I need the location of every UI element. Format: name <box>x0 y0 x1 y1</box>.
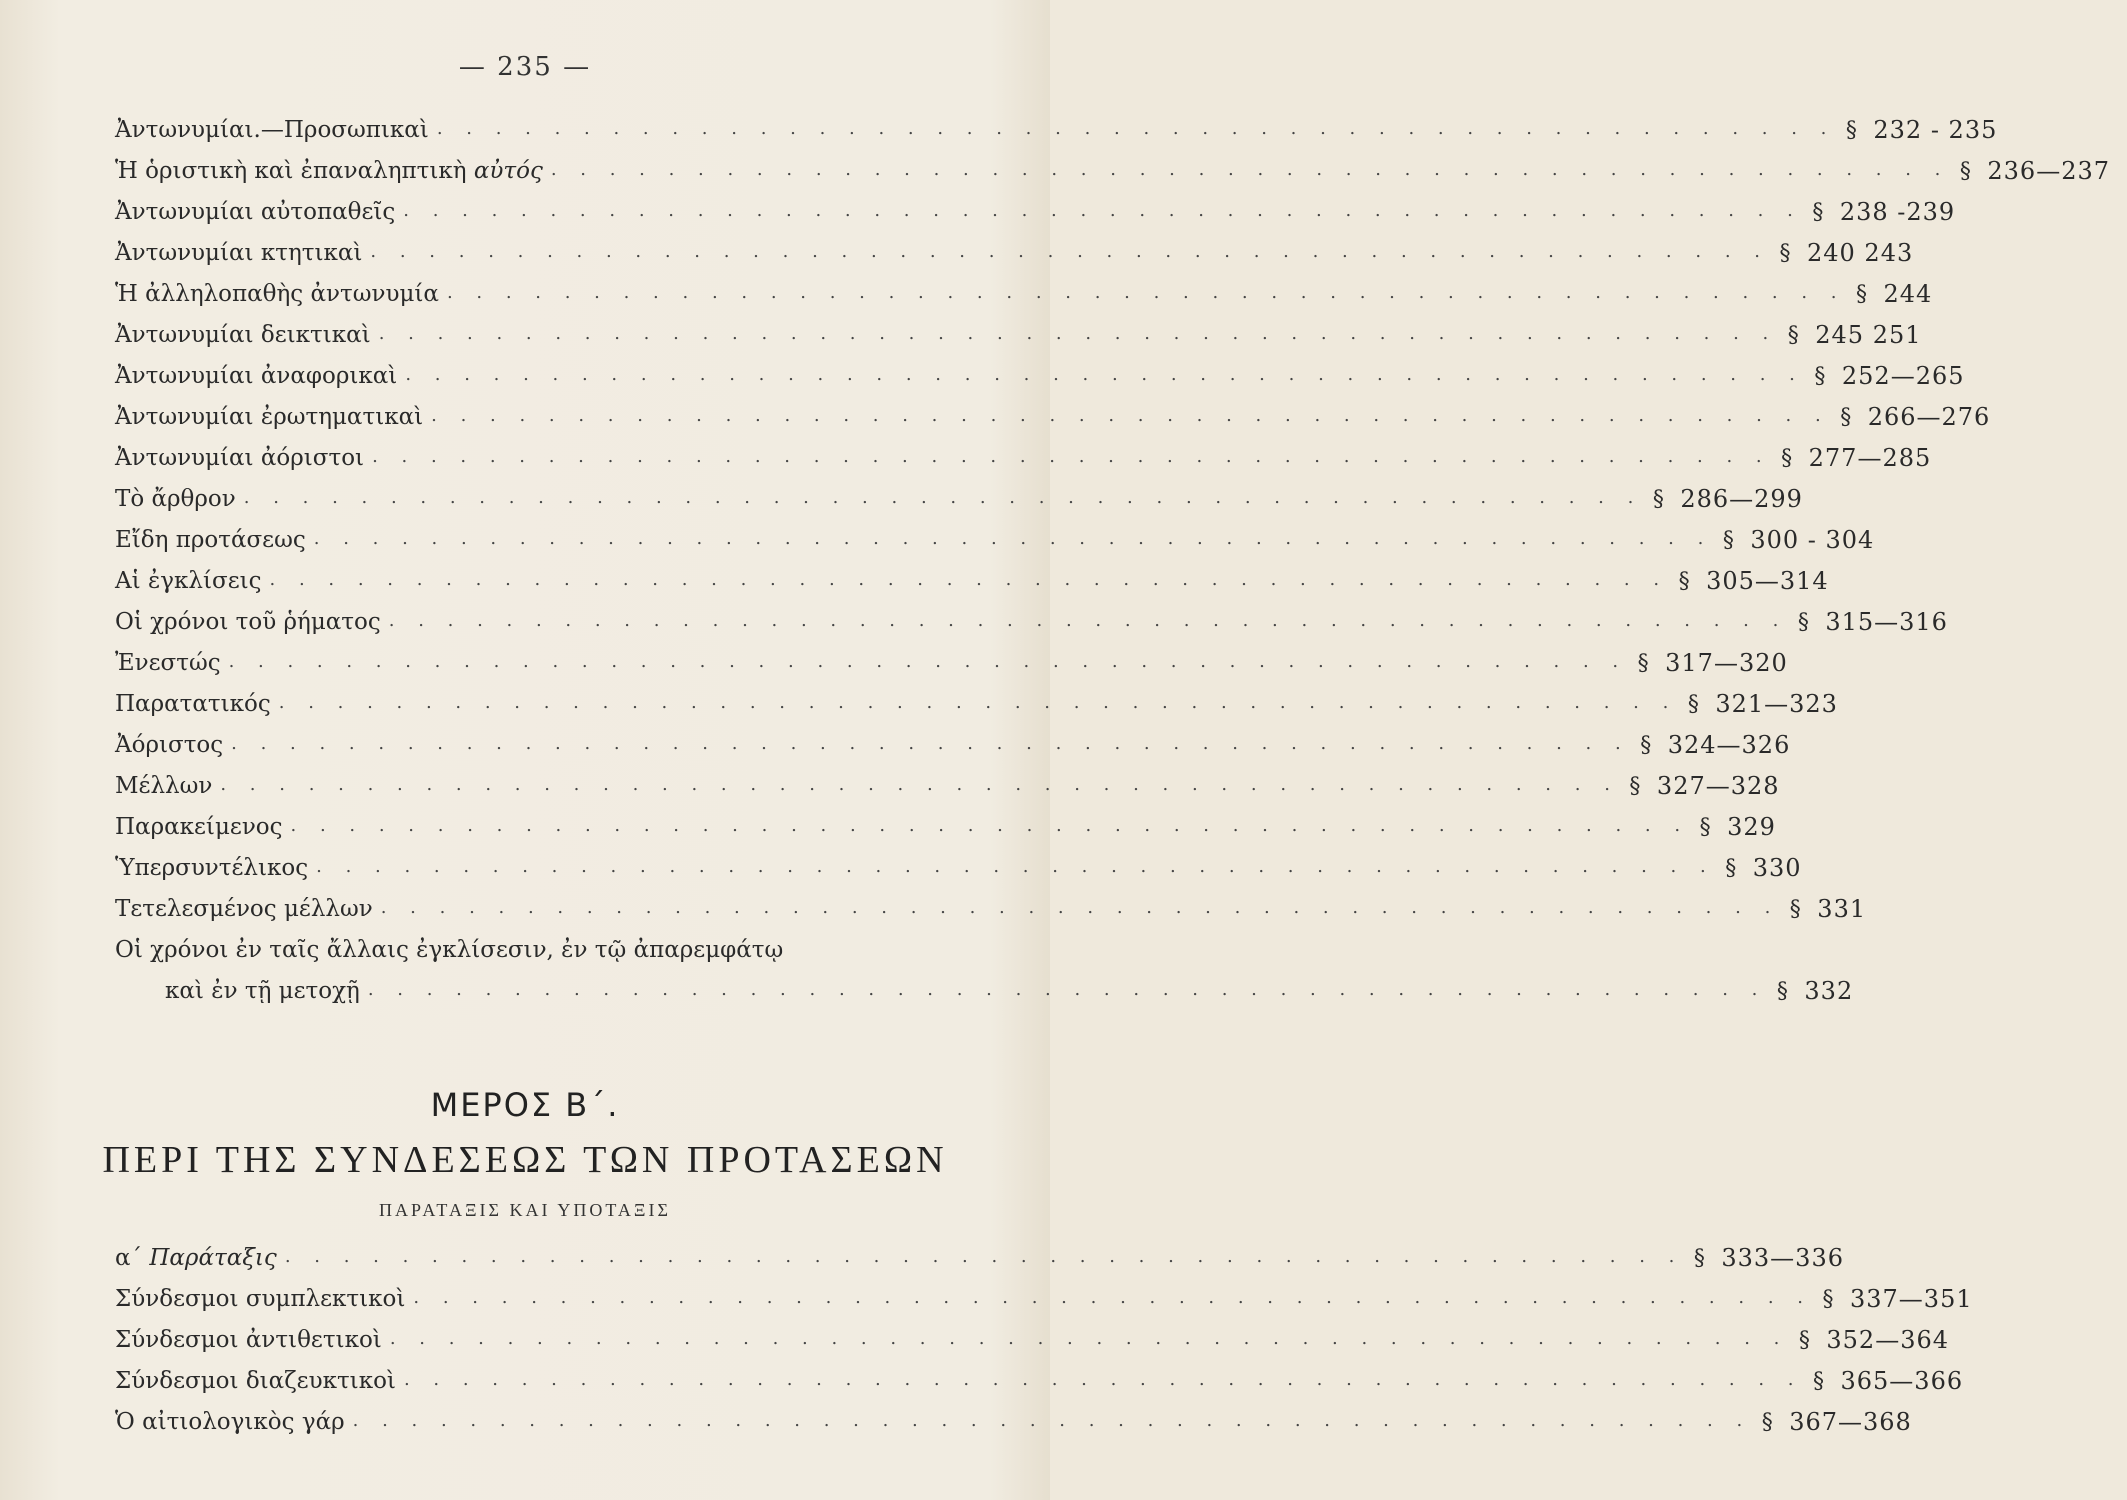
toc-entry-title: Ἀντωνυμίαι δεικτικαὶ <box>115 322 371 348</box>
toc-row <box>115 1279 1973 1320</box>
toc-entry-range: 330 <box>1752 854 1802 882</box>
toc-entry-range: 252—265 <box>1841 362 1965 390</box>
section-sign: § <box>1637 651 1649 676</box>
table-of-contents-part-b <box>115 1238 1973 1443</box>
section-sign: § <box>1813 1369 1824 1394</box>
toc-entry-range: 245 251 <box>1815 321 1922 349</box>
section-sign: § <box>1787 323 1799 348</box>
dot-leader: . . . . . . . . . . . . . . . . . . . . . . . . . . . . . . . . . . . . . . . . . . . . . . . . <box>243 487 1643 508</box>
section-sign: § <box>1789 897 1801 922</box>
toc-entry-title: Οἱ χρόνοι ἐν ταῖς ἄλλαις ἐγκλίσεσιν, ἐν τῷ ἀπαρεμφάτῳ <box>115 937 784 963</box>
dot-leader: . . . . . . . . . . . . . . . . . . . . . . . . . . . . . . . . . . . . . . . . . . . . . . . . <box>389 1328 1789 1349</box>
toc-entry-title: Ἀντωνυμίαι ἐρωτηματικαὶ <box>115 404 424 430</box>
toc-row <box>115 766 1780 807</box>
toc-row <box>115 315 1922 356</box>
section-sign: § <box>1959 159 1971 184</box>
section-sign: § <box>1797 610 1809 635</box>
toc-entry-range: 332 <box>1804 977 1854 1005</box>
toc-entry-range: 236—237 <box>1987 157 2111 185</box>
section-sign: § <box>1761 1410 1773 1435</box>
toc-entry-range: 365—366 <box>1840 1367 1964 1395</box>
dot-leader: . . . . . . . . . . . . . . . . . . . . . . . . . . . . . . . . . . . . . . . . . . . . . . . . <box>431 405 1830 426</box>
toc-entry-title: Ἀντωνυμίαι ἀόριστοι <box>115 445 365 471</box>
toc-entry-range: 337—351 <box>1849 1285 1973 1313</box>
section-sign: § <box>1856 282 1868 307</box>
toc-entry-range: 352—364 <box>1826 1326 1950 1354</box>
section-sign: § <box>1814 364 1826 389</box>
toc-entry-title: Ἐνεστώς <box>115 650 221 676</box>
toc-row <box>115 725 1791 766</box>
page-number: — 235 — <box>458 52 592 82</box>
dot-leader: . . . . . . . . . . . . . . . . . . . . . . . . . . . . . . . . . . . . . . . . . . . . . . . . <box>367 979 1767 1000</box>
toc-row <box>115 479 1803 520</box>
section-sign: § <box>1693 1246 1705 1271</box>
dot-leader: . . . . . . . . . . . . . . . . . . . . . . . . . . . . . . . . . . . . . . . . . . . . . . . . <box>403 200 1802 221</box>
toc-entry-title: Τὸ ἄρθρον <box>115 486 236 512</box>
part-subtitle: ΠΑΡΑΤΑΞΙΣ ΚΑΙ ΥΠΟΤΑΞΙΣ <box>379 1200 671 1220</box>
toc-entry-title-emphasis: αὐτός <box>473 158 543 184</box>
toc-entry-title-continued: καὶ ἐν τῇ μετοχῇ <box>165 978 360 1004</box>
toc-entry-title: Ἀντωνυμίαι αὐτοπαθεῖς <box>115 199 396 225</box>
toc-row <box>115 274 1933 315</box>
toc-row <box>115 520 1875 561</box>
toc-entry-title: Ὑπερσυντέλικος <box>115 855 309 881</box>
toc-entry-title: Ἀντωνυμίαι κτητικαὶ <box>115 240 363 266</box>
toc-entry-range: 333—336 <box>1721 1244 1844 1272</box>
section-sign: § <box>1840 405 1852 430</box>
toc-row <box>115 397 1991 438</box>
toc-entry-title: Σύνδεσμοι ἀντιθετικοὶ <box>115 1327 382 1353</box>
toc-row <box>115 233 1914 274</box>
toc-entry-title: Μέλλων <box>115 773 213 799</box>
toc-entry-range: 329 <box>1727 813 1776 841</box>
toc-entry-range: 232 - 235 <box>1873 116 1998 144</box>
section-sign: § <box>1798 1328 1810 1353</box>
toc-row <box>115 1361 1964 1402</box>
toc-entry-title: Ἡ ἀλληλοπαθὴς ἀντωνυμία <box>115 281 439 307</box>
section-sign: § <box>1822 1287 1834 1312</box>
section-sign: § <box>1776 979 1788 1004</box>
section-sign: § <box>1678 569 1690 594</box>
toc-entry-range: 286—299 <box>1680 485 1803 513</box>
dot-leader: . . . . . . . . . . . . . . . . . . . . . . . . . . . . . . . . . . . . . . . . . . . . . . . . <box>228 651 1628 672</box>
toc-row-wrapped-second-line <box>115 971 1854 1012</box>
toc-row <box>115 192 1956 233</box>
section-sign: § <box>1640 733 1652 758</box>
toc-entry-range: 266—276 <box>1867 403 1991 431</box>
toc-entry-title-emphasis: Παράταξις <box>149 1245 277 1271</box>
toc-entry-title: Παρακείμενος <box>115 814 283 840</box>
section-sign: § <box>1687 692 1699 717</box>
toc-row-wrapped-first-line <box>115 930 975 971</box>
toc-row <box>115 1320 1950 1361</box>
toc-entry-range: 300 - 304 <box>1750 526 1875 554</box>
toc-row <box>115 1402 1912 1443</box>
toc-entry-range: 277—285 <box>1808 444 1932 472</box>
dot-leader: . . . . . . . . . . . . . . . . . . . . . . . . . . . . . . . . . . . . . . . . . . . . . . . . <box>380 897 1780 918</box>
toc-entry-range: 315—316 <box>1825 608 1948 636</box>
toc-entry-range: 331 <box>1817 895 1867 923</box>
dot-leader: . . . . . . . . . . . . . . . . . . . . . . . . . . . . . . . . . . . . . . . . . . . . . . . . <box>372 446 1771 467</box>
toc-entry-title <box>115 151 551 192</box>
toc-entry-title: Ἀντωνυμίαι ἀναφορικαὶ <box>115 363 398 389</box>
dot-leader: . . . . . . . . . . . . . . . . . . . . . . . . . . . . . . . . . . . . . . . . . . . . . . . . <box>220 774 1619 795</box>
toc-entry-range: 244 <box>1883 280 1933 308</box>
toc-entry-title: Οἱ χρόνοι τοῦ ῥήματος <box>115 609 381 635</box>
dot-leader: . . . . . . . . . . . . . . . . . . . . . . . . . . . . . . . . . . . . . . . . . . . . . . . . <box>378 323 1778 344</box>
section-sign: § <box>1629 774 1641 799</box>
toc-row <box>115 848 1802 889</box>
toc-entry-title: Αἱ ἐγκλίσεις <box>115 568 262 594</box>
dot-leader: . . . . . . . . . . . . . . . . . . . . . . . . . . . . . . . . . . . . . . . . . . . . . . . . <box>352 1410 1752 1431</box>
dot-leader: . . . . . . . . . . . . . . . . . . . . . . . . . . . . . . . . . . . . . . . . . . . . . . . . <box>550 159 1950 180</box>
dot-leader: . . . . . . . . . . . . . . . . . . . . . . . . . . . . . . . . . . . . . . . . . . . . . . . . <box>231 733 1630 754</box>
toc-row <box>115 438 1932 479</box>
dot-leader: . . . . . . . . . . . . . . . . . . . . . . . . . . . . . . . . . . . . . . . . . . . . . . . . <box>446 282 1846 303</box>
section-sign: § <box>1812 200 1824 225</box>
toc-row <box>115 110 1998 151</box>
toc-row <box>115 889 1867 930</box>
toc-entry-range: 240 243 <box>1806 239 1914 267</box>
toc-entry-range: 367—368 <box>1789 1408 1912 1436</box>
section-sign: § <box>1725 856 1737 881</box>
toc-row <box>115 643 1788 684</box>
section-sign: § <box>1699 815 1711 840</box>
section-sign: § <box>1722 528 1734 553</box>
part-heading: ΜΕΡΟΣ Β΄. <box>430 1086 620 1124</box>
toc-row <box>115 602 1948 643</box>
toc-row <box>115 561 1829 602</box>
toc-entry-title: Σύνδεσμοι συμπλεκτικοὶ <box>115 1286 406 1312</box>
section-sign: § <box>1845 118 1857 143</box>
table-of-contents-part-a <box>115 110 2111 1012</box>
toc-row <box>115 151 2111 192</box>
dot-leader: . . . . . . . . . . . . . . . . . . . . . . . . . . . . . . . . . . . . . . . . . . . . . . . . <box>278 692 1678 713</box>
part-title: ΠΕΡΙ ΤΗΣ ΣΥΝΔΕΣΕΩΣ ΤΩΝ ΠΡΟΤΑΣΕΩΝ <box>102 1139 948 1181</box>
toc-entry-title: Σύνδεσμοι διαζευκτικοὶ <box>115 1368 396 1394</box>
toc-row <box>115 684 1838 725</box>
toc-entry-range: 238 -239 <box>1839 198 1956 226</box>
toc-entry-title-text: Ἡ ὁριστικὴ καὶ ἐπαναληπτικὴ <box>115 158 474 184</box>
toc-row <box>115 807 1776 848</box>
dot-leader: . . . . . . . . . . . . . . . . . . . . . . . . . . . . . . . . . . . . . . . . . . . . . . . . <box>436 118 1836 139</box>
dot-leader: . . . . . . . . . . . . . . . . . . . . . . . . . . . . . . . . . . . . . . . . . . . . . . . . <box>405 364 1804 385</box>
toc-entry-range: 324—326 <box>1667 731 1791 759</box>
toc-entry-range: 317—320 <box>1665 649 1788 677</box>
dot-leader: . . . . . . . . . . . . . . . . . . . . . . . . . . . . . . . . . . . . . . . . . . . . . . . . <box>403 1369 1803 1390</box>
toc-row <box>115 1238 1844 1279</box>
section-sign: § <box>1781 446 1793 471</box>
dot-leader: . . . . . . . . . . . . . . . . . . . . . . . . . . . . . . . . . . . . . . . . . . . . . . . . <box>370 241 1769 262</box>
toc-entry-title: Ὁ αἰτιολογικὸς γάρ <box>115 1409 345 1435</box>
section-sign: § <box>1779 241 1791 266</box>
dot-leader: . . . . . . . . . . . . . . . . . . . . . . . . . . . . . . . . . . . . . . . . . . . . . . . . <box>290 815 1690 836</box>
section-sign: § <box>1652 487 1664 512</box>
toc-entry-title: Ἀόριστος <box>115 732 224 758</box>
toc-entry-title <box>115 1238 285 1279</box>
dot-leader: . . . . . . . . . . . . . . . . . . . . . . . . . . . . . . . . . . . . . . . . . . . . . . . . <box>269 569 1669 590</box>
dot-leader: . . . . . . . . . . . . . . . . . . . . . . . . . . . . . . . . . . . . . . . . . . . . . . . . <box>316 856 1715 877</box>
toc-row <box>115 356 1965 397</box>
dot-leader: . . . . . . . . . . . . . . . . . . . . . . . . . . . . . . . . . . . . . . . . . . . . . . . . <box>413 1287 1812 1308</box>
toc-entry-range: 305—314 <box>1706 567 1829 595</box>
toc-entry-range: 327—328 <box>1656 772 1780 800</box>
toc-entry-title: Τετελεσμένος μέλλων <box>115 896 373 922</box>
toc-entry-title: Εἴδη προτάσεως <box>115 527 306 553</box>
dot-leader: . . . . . . . . . . . . . . . . . . . . . . . . . . . . . . . . . . . . . . . . . . . . . . . . <box>284 1246 1684 1267</box>
toc-entry-range: 321—323 <box>1715 690 1838 718</box>
dot-leader: . . . . . . . . . . . . . . . . . . . . . . . . . . . . . . . . . . . . . . . . . . . . . . . . <box>388 610 1788 631</box>
toc-entry-title: Παρατατικός <box>115 691 271 717</box>
toc-entry-title-text: α΄ <box>115 1245 150 1271</box>
dot-leader: . . . . . . . . . . . . . . . . . . . . . . . . . . . . . . . . . . . . . . . . . . . . . . . . <box>313 528 1713 549</box>
toc-entry-title: Ἀντωνυμίαι.—Προσωπικαὶ <box>115 117 429 143</box>
